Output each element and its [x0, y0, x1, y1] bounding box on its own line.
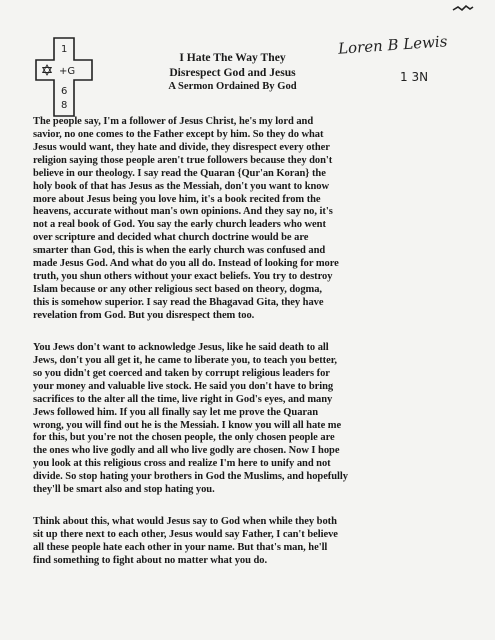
cell-number: 1 3N	[400, 70, 429, 84]
body-line: for this, but you're not the chosen people, the only chosen people are	[33, 432, 335, 444]
body-line: Jews followed him. If you all finally say let me prove the Quaran	[33, 406, 319, 418]
body-line: Islam because or any other religious sect based on theory, dogma,	[33, 283, 323, 295]
body-line: Think about this, what would Jesus say to God when while they both	[33, 516, 337, 527]
body-line: find something to fight about no matter what you do.	[33, 554, 268, 566]
cross-label-bottom: 8	[61, 100, 68, 111]
title-line-1: I Hate The Way They	[179, 51, 286, 64]
body-line: savior, no one comes to the Father except by him. So they do what	[33, 128, 324, 140]
body-line: this is somehow superior. I say read the Bhagavad Gita, they have	[33, 296, 324, 308]
body-line: not a real book of God. You say the early church leaders who went	[33, 219, 326, 231]
body-line: sit up there next to each other, Jesus would say Father, I can't believe	[33, 528, 338, 540]
cross-drawing	[34, 36, 94, 118]
body-line: holy book of that has Jesus as the Messiah, don't you want to know	[33, 180, 330, 192]
body-line: divide. So stop hating your brothers in God the Muslims, and hopefully	[33, 471, 348, 483]
paragraph-3	[33, 516, 485, 568]
body-line: You Jews don't want to acknowledge Jesus, like he said death to all	[33, 342, 329, 353]
paragraph-1	[33, 116, 485, 323]
body-line: more about Jesus being you love him, it's a book recited from the	[33, 193, 321, 205]
body-line: all these people hate each other in your name. But that's man, he'll	[33, 541, 328, 553]
cross-icon	[34, 36, 94, 118]
subtitle: A Sermon Ordained By God	[168, 81, 297, 92]
scribble-mark	[452, 4, 474, 14]
body-line: your money and valuable live stock. He said you don't have to bring	[33, 380, 334, 392]
body-line: over scripture and decided what church doctrine would be are	[33, 232, 309, 244]
body-line: the ones who live godly and all who live godly are chosen. Now I hope	[33, 445, 340, 457]
body-line: wrong, you will find out he is the Messiah. I know you will all hate me	[33, 419, 342, 431]
body-line: Jesus would want, they hate and divide, they disrespect every other	[33, 141, 330, 153]
cross-label-top: 1	[61, 44, 68, 55]
cross-label-lower: 6	[61, 86, 68, 97]
body-line: believe in our theology. I say read the Quaran {Qur'an Koran} the	[33, 167, 326, 179]
body-line: heavens, accurate without man's own opinions. And they say no, it's	[33, 206, 333, 218]
title-line-2: Disrespect God and Jesus	[169, 66, 296, 79]
body-line: so you didn't get coerced and taken by corrupt religious leaders for	[33, 367, 330, 379]
handwritten-signature: Loren B Lewis	[337, 32, 448, 58]
body-line: they'll be smart also and stop hating you.	[33, 484, 215, 496]
body-line: The people say, I'm a follower of Jesus Christ, he's my lord and	[33, 116, 314, 127]
body-line: smarter than God, this is when the early church was confused and	[33, 245, 326, 257]
body-line: Jews, don't you all get it, he came to liberate you, to teach you better,	[33, 354, 337, 366]
body-line: religion saying those people aren't true followers because they don't	[33, 154, 333, 166]
body-line: revelation from God. But you disrespect them too.	[33, 309, 255, 321]
title-block	[120, 50, 345, 94]
body-line: you look at this religious cross and realize I'm here to unify and not	[33, 458, 331, 470]
star-of-david-icon	[43, 65, 52, 75]
paragraph-2	[33, 342, 485, 497]
body-line: made Jesus God. And what do you all do. Instead of looking for more	[33, 258, 339, 270]
body-line: truth, you shun others without your exact beliefs. You try to destroy	[33, 271, 333, 283]
cross-label-middle: +G	[59, 66, 76, 77]
body-line: sacrifices to the alter all the time, live right in God's eyes, and many	[33, 393, 333, 405]
